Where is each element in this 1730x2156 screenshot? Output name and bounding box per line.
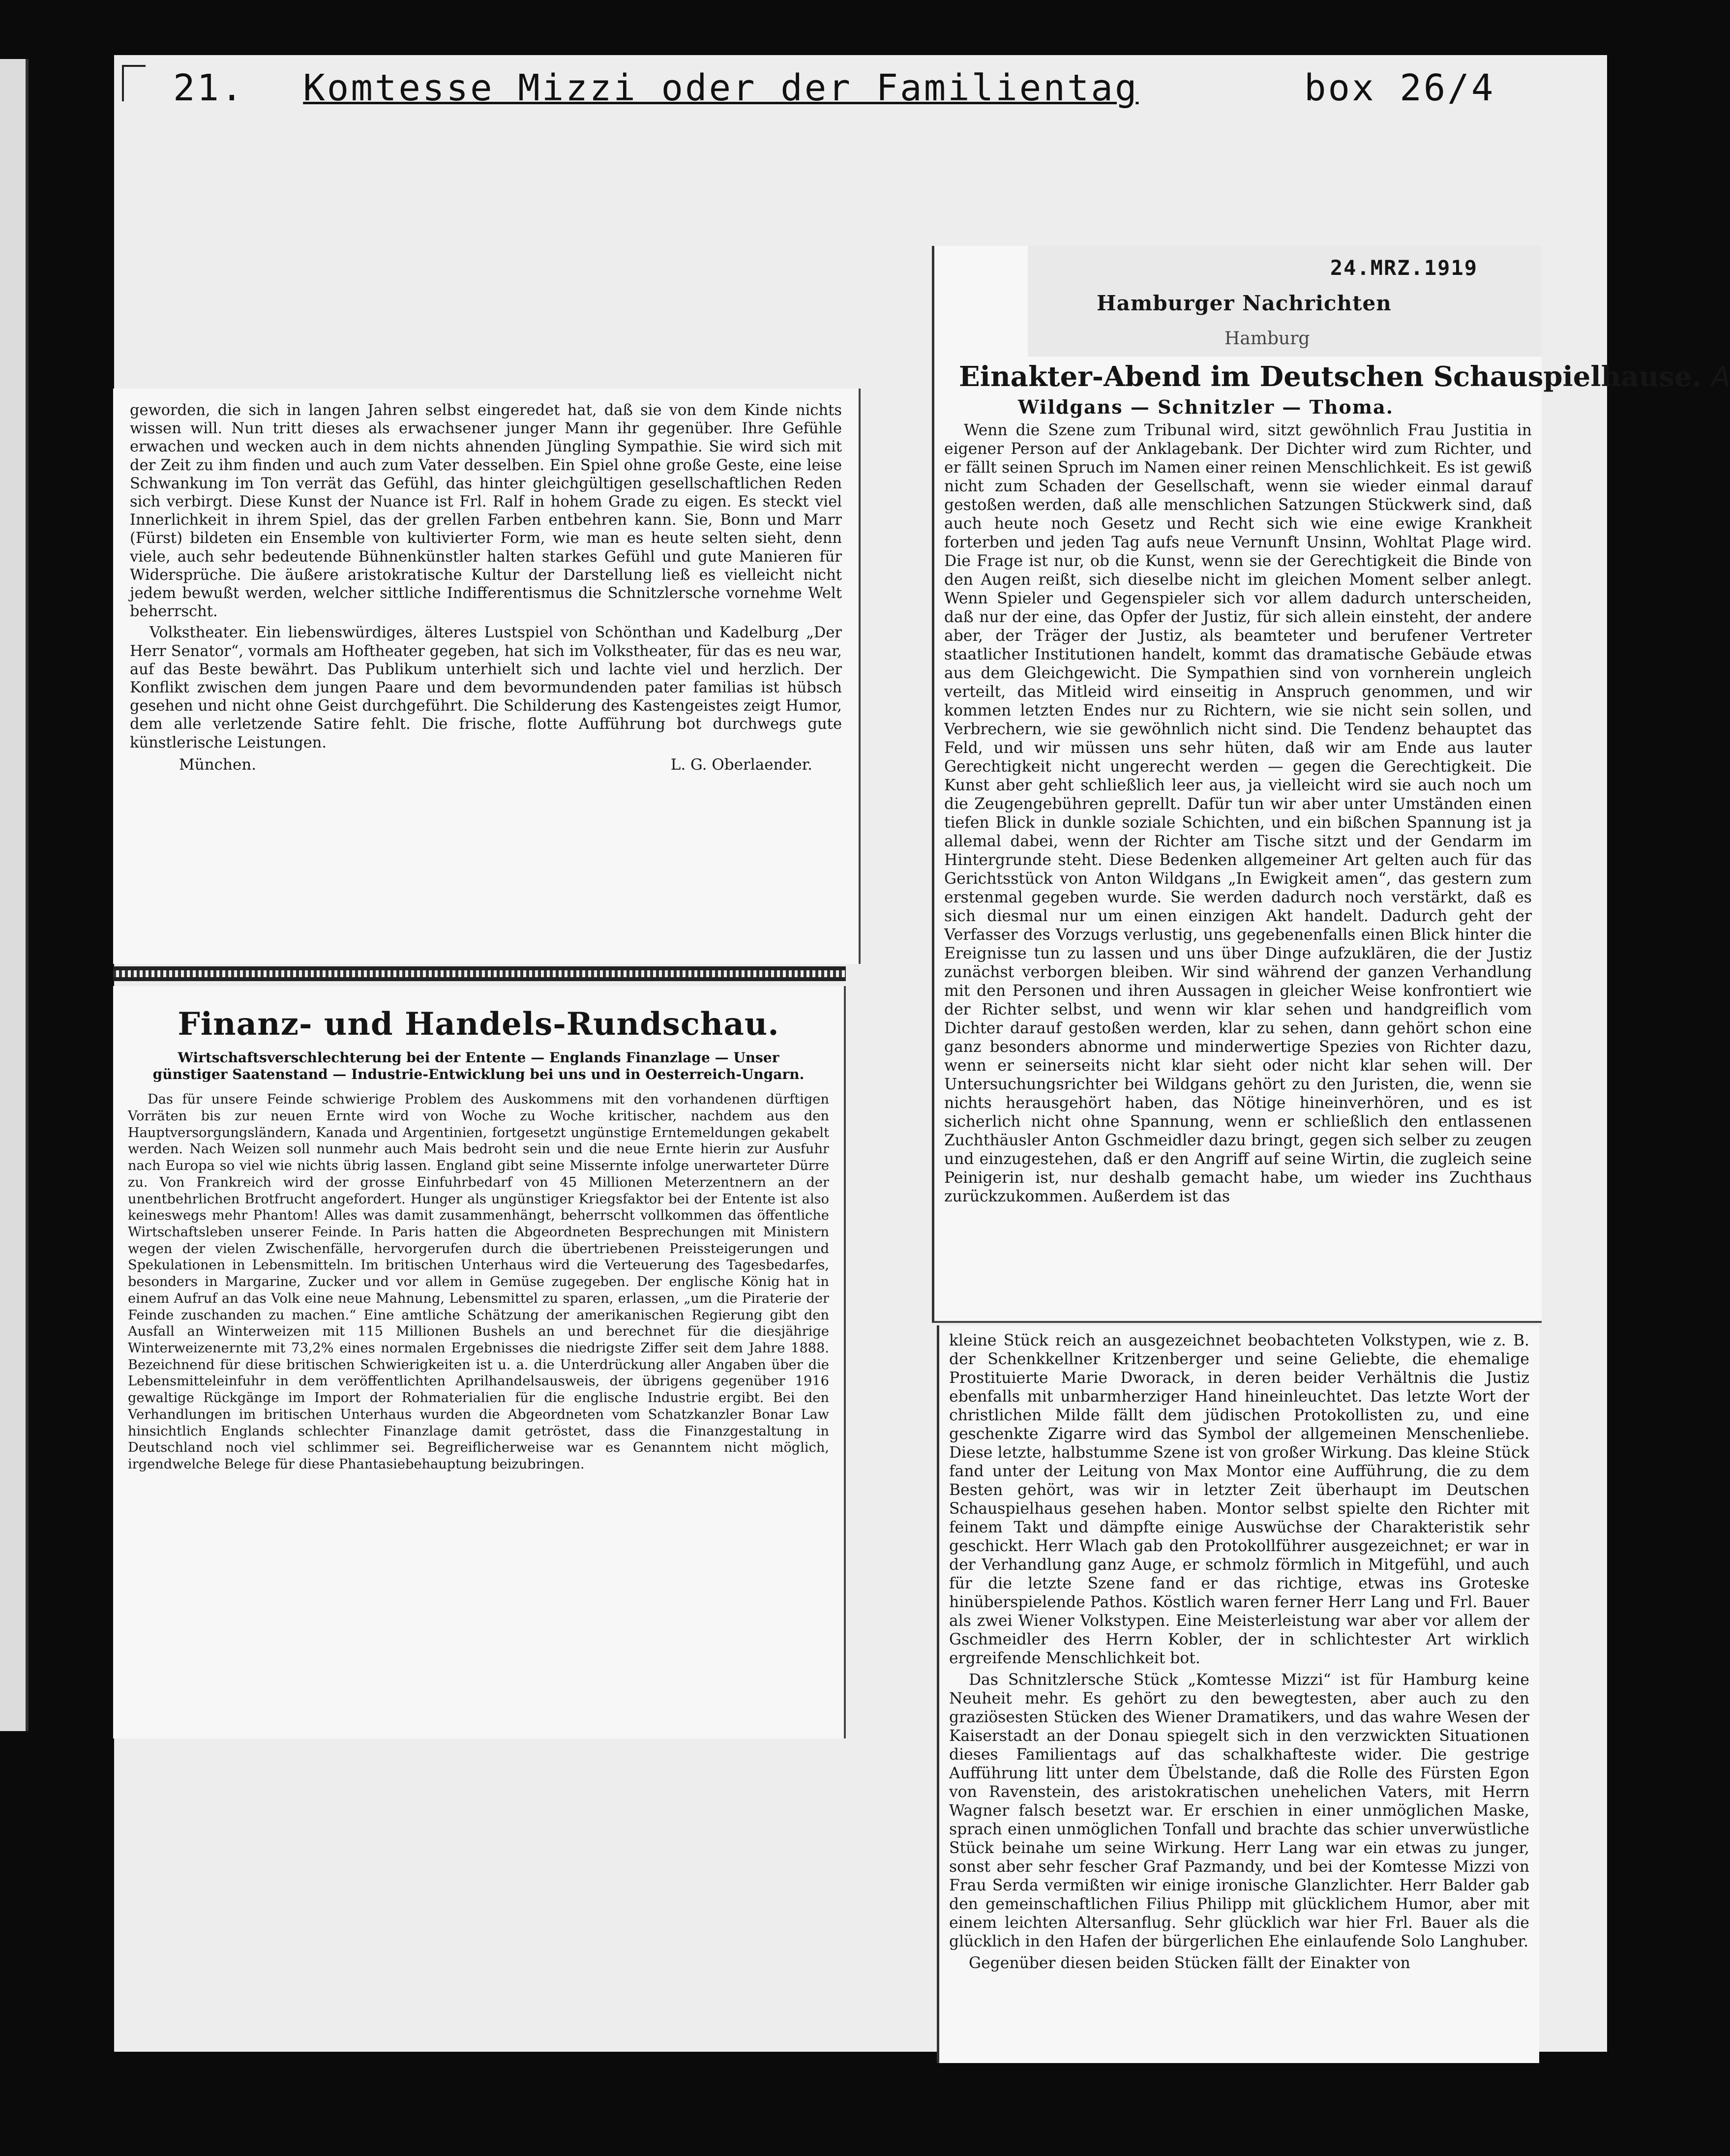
finance-subtitle: Wirtschaftsverschlechterung bei der Entente — Englands Finanzlage — Unser günstiger Saatenstand — Industrie-Entwicklung bei uns und in Oesterreich-Ungarn. xyxy=(152,1049,805,1082)
review-paragraph: Volkstheater. Ein liebenswürdiges, älteres Lustspiel von Schönthan und Kadelburg „Der Herr Senator“, vormals am Hoftheater gegeben, hat sich im Volkstheater, für das es neu war, auf das Beste bewährt. Das Publikum unterhielt sich und lachte viel und herzlich. Der Konflikt zwischen dem jungen Paare und dem bevormundenden pater familias ist hübsch gesehen und nicht ohne Geist durchgeführt. Die Schilderung des Kastengeistes zeigt Humor, dem alle verletzende Satire fehlt. Die frische, flotte Aufführung bot durchwegs gute künstlerische Leistungen. xyxy=(130,624,842,751)
finance-text xyxy=(128,1091,829,1473)
press-stamp xyxy=(1028,246,1542,357)
article-paragraph: Wenn die Szene zum Tribunal wird, sitzt gewöhnlich Frau Justitia in eigener Person auf der Anklagebank. Der Dichter wird zum Richter, und er fällt seinen Spruch im Namen einer reinen Menschlichkeit. Es ist gewiß nicht zum Schaden der Gesellschaft, wenn sie wieder einmal darauf gestoßen werden, daß alle menschlichen Satzungen Stückwerk sind, daß auch heute noch Gesetz und Recht sich wie eine ewige Krankheit forterben und jeden Tag aufs neue Vernunft Unsinn, Wohltat Plage wird. Die Frage ist nur, ob die Kunst, wenn sie der Gerechtigkeit die Binde von den Augen reißt, sich dieselbe nicht im gleichen Moment selber anlegt. Wenn Spieler und Gegenspieler sich vor allem dadurch unterscheiden, daß nur der eine, das Opfer der Justiz, für sich allein einsteht, der andere aber, der Träger der Justiz, als beamteter und berufener Vertreter staatlicher Institutionen handelt, kommt das dramatische Gebäude etwas aus dem Gleichgewicht. Die Sympathien sind von vornherein ungleich verteilt, das Mitleid wird einseitig in Anspruch genommen, und wir kommen letzten Endes nur zu Richtern, wie sie nicht sein sollen, und Verbrechern, wie sie gewöhnlich nicht sind. Die Tendenz behauptet das Feld, und wir müssen uns sehr hüten, daß wir am Ende aus lauter Gerechtigkeit nicht ungerecht werden — gegen die Gerechtigkeit. Die Kunst aber geht schließlich leer aus, ja vielleicht wird sie auch noch um die Zeugengebühren geprellt. Dafür tun wir aber unter Umständen einen tiefen Blick in dunkle soziale Schichten, und ein bißchen Spannung ist ja allemal dabei, wenn der Richter am Tische sitzt und der Gendarm im Hintergrunde steht. Diese Bedenken allgemeiner Art gelten auch für das Gerichtsstück von Anton Wildgans „In Ewigkeit amen“, das gestern zum erstenmal gegeben wurde. Sie werden dadurch noch verstärkt, daß es sich diesmal nur um einen einzigen Akt handelt. Dadurch geht der Verfasser des Vorzugs verlustig, uns gegebenenfalls einen Blick hinter die Ereignisse tun zu lassen und uns über Dinge aufzuklären, die der Justiz zunächst verborgen bleiben. Wir sind während der ganzen Verhandlung mit den Personen und ihren Aussagen in gleicher Weise konfrontiert wie der Richter selbst, und wenn wir klar sehen und handgreiflich vom Dichter darauf gestoßen werden, klar zu sehen, dann gehört schon eine ganz besonders abnorme und minderwertige Spezies von Richter dazu, wenn er seinerseits nicht klar sieht oder nicht klar sehen will. Der Untersuchungsrichter bei Wildgans gehört zu den Juristen, die, wenn sie nichts herausgehört haben, das Nötige hineinverhören, und es ist sicherlich nicht ohne Spannung, wenn er schließlich den entlassenen Zuchthäusler Anton Gschmeidler dazu bringt, gegen sich selber zu zeugen und einzugestehen, daß er den Angriff auf seine Wirtin, die zugleich seine Peinigerin ist, nur deshalb gemacht habe, um wieder ins Zuchthaus zurückzukommen. Außerdem ist das xyxy=(944,421,1532,1205)
article-title-text: Einakter-Abend im Deutschen Schauspielhause. xyxy=(959,360,1702,393)
archive-header xyxy=(173,67,1495,109)
review-author: L. G. Oberlaender. xyxy=(670,755,812,774)
article-title xyxy=(959,360,1730,393)
review-paragraph: geworden, die sich in langen Jahren selbst eingeredet hat, daß sie von dem Kinde nichts wissen will. Nun tritt dieses als erwachsener junger Mann ihr gegenüber. Ihre Gefühle erwachen und wecken auch in dem nichts ahnenden Jüngling Sympathie. Sie wird sich mit der Zeit zu ihm finden und auch zum Vater desselben. Ein Spiel ohne große Geste, eine leise Schwankung im Ton verrät das Gefühl, das hinter gleichgültigen gesellschaftlichen Reden sich verbirgt. Diese Kunst der Nuance ist Frl. Ralf in hohem Grade zu eigen. Es steckt viel Innerlichkeit in ihrem Spiel, das der grellen Farben entbehren kann. Sie, Bonn und Marr (Fürst) bildeten ein Ensemble von kultivierter Form, wie man es heute selten sieht, denn viele, auch sehr bedeutende Bühnenkünstler halten starkes Gefühl und gute Manieren für Widersprüche. Die äußere aristokratische Kultur der Darstellung ließ es vielleicht nicht jedem bewußt werden, welcher sittliche Indifferentismus die Schnitzlersche vornehme Welt beherrscht. xyxy=(130,402,842,621)
adjacent-page-edge xyxy=(0,59,29,1731)
review-place: München. xyxy=(179,755,257,774)
newspaper-name: Hamburger Nachrichten xyxy=(1097,291,1392,315)
finance-paragraph: Das für unsere Feinde schwierige Problem des Auskommens mit den vorhandenen dürftigen Vorräten bis zur neuen Ernte wird von Woche zu Woche kritischer, nachdem aus den Hauptversorgungsländern, Kanada und Argentinien, fortgesetzt ungünstige Erntemeldungen gekabelt werden. Nach Weizen soll nunmehr auch Mais bedroht sein und die neue Ernte hierin zur Ausfuhr nach Europa so viel wie nichts übrig lassen. England gibt seine Missernte infolge unerwarteter Dürre zu. Von Frankreich wird der grosse Einfuhrbedarf von 45 Millionen Meterzentnern an der unentbehrlichen Brotfrucht angefordert. Hunger als ungünstiger Kriegsfaktor bei der Entente ist also keineswegs mehr Phantom! Alles was damit zusammenhängt, beherrscht vollkommen das öffentliche Wirtschaftsleben unserer Feinde. In Paris hatten die Abgeordneten Besprechungen mit Ministern wegen der vielen Zwischenfälle, hervorgerufen durch die übertriebenen Preissteigerungen und Spekulationen in Lebensmitteln. Im britischen Unterhaus wird die Verteuerung des Tagesbedarfes, besonders in Margarine, Zucker und vor allem in Gemüse zugegeben. Der englische König hat in einem Aufruf an das Volk eine neue Mahnung, Lebensmittel zu sparen, erlassen, „um die Piraterie der Feinde zuschanden zu machen.“ Eine amtliche Schätzung der amerikanischen Regierung gibt den Ausfall an Winterweizen mit 115 Millionen Bushels an und berechnet für die diesjährige Winterweizenernte mit 73,2% eines normalen Ergebnisses die niedrigste Ziffer seit dem Jahre 1888. Bezeichnend für diese britischen Schwierigkeiten ist u. a. die Unterdrückung aller Angaben über die Lebensmitteleinfuhr in dem veröffentlichten Aprilhandelsausweis, der übrigens gegenüber 1916 gewaltige Rückgänge im Import der Rohmaterialien für die englische Industrie ergibt. Bei den Verhandlungen im britischen Unterhaus wurden die Abgeordneten vom Schatzkanzler Bonar Law hinsichtlich Englands schlechter Finanzlage damit getröstet, dass die Finanzgestaltung in Deutschland noch viel schlimmer sei. Begreiflicherweise war es Genanntem nicht möglich, irgendwelche Belege für diese Phantasiebehauptung beizubringen. xyxy=(128,1092,829,1472)
finance-title: Finanz- und Handels-Rundschau. xyxy=(178,1006,779,1043)
newspaper-city: Hamburg xyxy=(1224,329,1310,349)
handwritten-mark: A xyxy=(1711,361,1730,393)
clipping-munich-review xyxy=(113,389,861,964)
box-label: box 26/4 xyxy=(1304,67,1495,109)
play-title: Komtesse Mizzi oder der Familientag xyxy=(303,67,1139,109)
item-number: 21. xyxy=(173,67,245,109)
clipping-hamburg-review xyxy=(932,246,1730,1323)
corner-mark xyxy=(122,65,146,101)
article-text xyxy=(944,421,1532,1206)
article-authors: Wildgans — Schnitzler — Thoma. xyxy=(1018,396,1394,418)
date-stamp: 24.MRZ.1919 xyxy=(1330,256,1478,280)
continued-paragraph: Das Schnitzlersche Stück „Komtesse Mizzi“ ist für Hamburg keine Neuheit mehr. Es gehört zu den bewegtesten, aber auch zu den graziösesten Stücken des Wiener Dramatikers, und das wahre Wesen der Kaiserstadt an der Donau spiegelt sich in den verzwickten Situationen dieses Familientags auf das schalkhafteste wider. Die gestrige Aufführung litt unter dem Übelstande, daß die Rolle des Fürsten Egon von Ravenstein, des aristokratischen unehelichen Vaters, mit Herrn Wagner falsch besetzt war. Er erschien in einer unmöglichen Maske, sprach einen unmöglichen Tonfall und brachte das schier unverwüstliche Stück beinahe um seine Wirkung. Herr Lang war ein etwas zu junger, sonst aber sehr fescher Graf Pazmandy, und bei der Komtesse Mizzi von Frau Serda vermißten wir einige ironische Glanzlichter. Herr Balder gab den gemeinschaftlichen Filius Philipp mit glücklichem Humor, aber mit einem leichten Altersanflug. Sehr glücklich war hier Frl. Bauer als die glücklich in den Hafen der bürgerlichen Ehe einlaufende Solo Langhuber. xyxy=(949,1671,1529,1950)
clipping-finance xyxy=(113,986,846,1738)
section-divider xyxy=(113,966,846,981)
continued-paragraph: Gegenüber diesen beiden Stücken fällt der Einakter von xyxy=(969,1954,1410,1972)
review-signature xyxy=(130,756,842,774)
continued-paragraph: kleine Stück reich an ausgezeichnet beobachteten Volkstypen, wie z. B. der Schenkkellner Kritzenberger und seine Geliebte, die ehemalige Prostituierte Marie Dworack, in deren beider Verhältnis die Justiz ebenfalls mit unbarmherziger Hand hineinleuchtet. Das letzte Wort der christlichen Milde fällt dem jüdischen Protokollisten zu, und eine geschenkte Zigarre wird das Symbol der allgemeinen Menschenliebe. Diese letzte, halbstumme Szene ist von großer Wirkung. Das kleine Stück fand unter der Leitung von Max Montor eine Aufführung, die zu dem Besten gehört, was wir in letzter Zeit überhaupt im Deutschen Schauspielhaus gesehen haben. Montor selbst spielte den Richter mit feinem Takt und dämpfte einige Auswüchse der Charakteristik sehr geschickt. Herr Wlach gab den Protokollführer ausgezeichnet; er war in der Verhandlung ganz Auge, er schmolz förmlich in Mitgefühl, und auch für die letzte Szene fand er das richtige, etwas ins Groteske hinüberspielende Pathos. Köstlich waren ferner Herr Lang und Frl. Bauer als zwei Wiener Volkstypen. Eine Meisterleistung war aber vor allem der Gschmeidler des Herrn Kobler, der in schlichtester Art wirklich ergreifende Menschlichkeit bot. xyxy=(949,1332,1529,1667)
continued-text xyxy=(949,1331,1529,1973)
review-text xyxy=(130,401,842,752)
clipping-hamburg-continued xyxy=(937,1325,1539,2063)
